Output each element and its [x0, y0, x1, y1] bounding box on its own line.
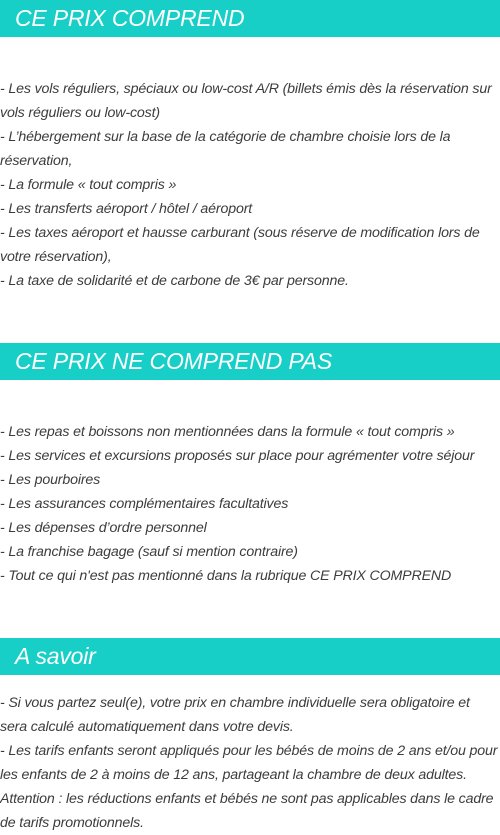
list-line: - Les assurances complémentaires facultatives: [0, 496, 289, 512]
list-line: - La formule « tout compris »: [0, 177, 177, 193]
list-line: - La franchise bagage (sauf si mention contraire): [0, 544, 298, 560]
text-line: les enfants de 2 à moins de 12 ans, partageant la chambre de deux adultes.: [0, 767, 467, 783]
list-line: - L’hébergement sur la base de la catégorie de chambre choisie lors de la: [0, 129, 451, 145]
list-line: votre réservation),: [0, 249, 112, 265]
list-line: - Les taxes aéroport et hausse carburant (sous réserve de modification lors de: [0, 225, 480, 241]
list-line: vols réguliers ou low-cost): [0, 105, 160, 121]
text-line: sera calculé automatiquement dans votre devis.: [0, 719, 294, 735]
list-line: - Les services et excursions proposés sur place pour agrémenter votre séjour: [0, 448, 475, 464]
list-line: - La taxe de solidarité et de carbone de 3€ par personne.: [0, 273, 349, 289]
text-line: de tarifs promotionnels.: [0, 815, 144, 831]
list-line: - Les transferts aéroport / hôtel / aéroport: [0, 201, 253, 217]
list-line: réservation,: [0, 153, 73, 169]
section-title: CE PRIX COMPREND: [15, 5, 245, 31]
list-line: - Tout ce qui n'est pas mentionné dans la rubrique CE PRIX COMPREND: [0, 568, 452, 584]
text-line: - Les tarifs enfants seront appliqués pour les bébés de moins de 2 ans et/ou pour: [0, 743, 498, 759]
list-line: - Les pourboires: [0, 472, 101, 488]
section-banner-price-includes: [0, 0, 500, 37]
list-line: - Les vols réguliers, spéciaux ou low-cost A/R (billets émis dès la réservation sur: [0, 81, 492, 97]
section-title: CE PRIX NE COMPREND PAS: [15, 348, 333, 374]
price-includes-list: [0, 77, 500, 293]
text-line: - Si vous partez seul(e), votre prix en chambre individuelle sera obligatoire et: [0, 695, 470, 711]
section-banner-price-excludes: [0, 343, 500, 380]
list-line: - Les dépenses d’ordre personnel: [0, 520, 207, 536]
section-banner-good-to-know: [0, 638, 500, 675]
price-excludes-list: [0, 420, 500, 588]
section-title: A savoir: [15, 643, 96, 669]
good-to-know-text: [0, 691, 500, 835]
list-line: - Les repas et boissons non mentionnées dans la formule « tout compris »: [0, 424, 455, 440]
text-line: Attention : les réductions enfants et bébés ne sont pas applicables dans le cadre: [0, 791, 494, 807]
